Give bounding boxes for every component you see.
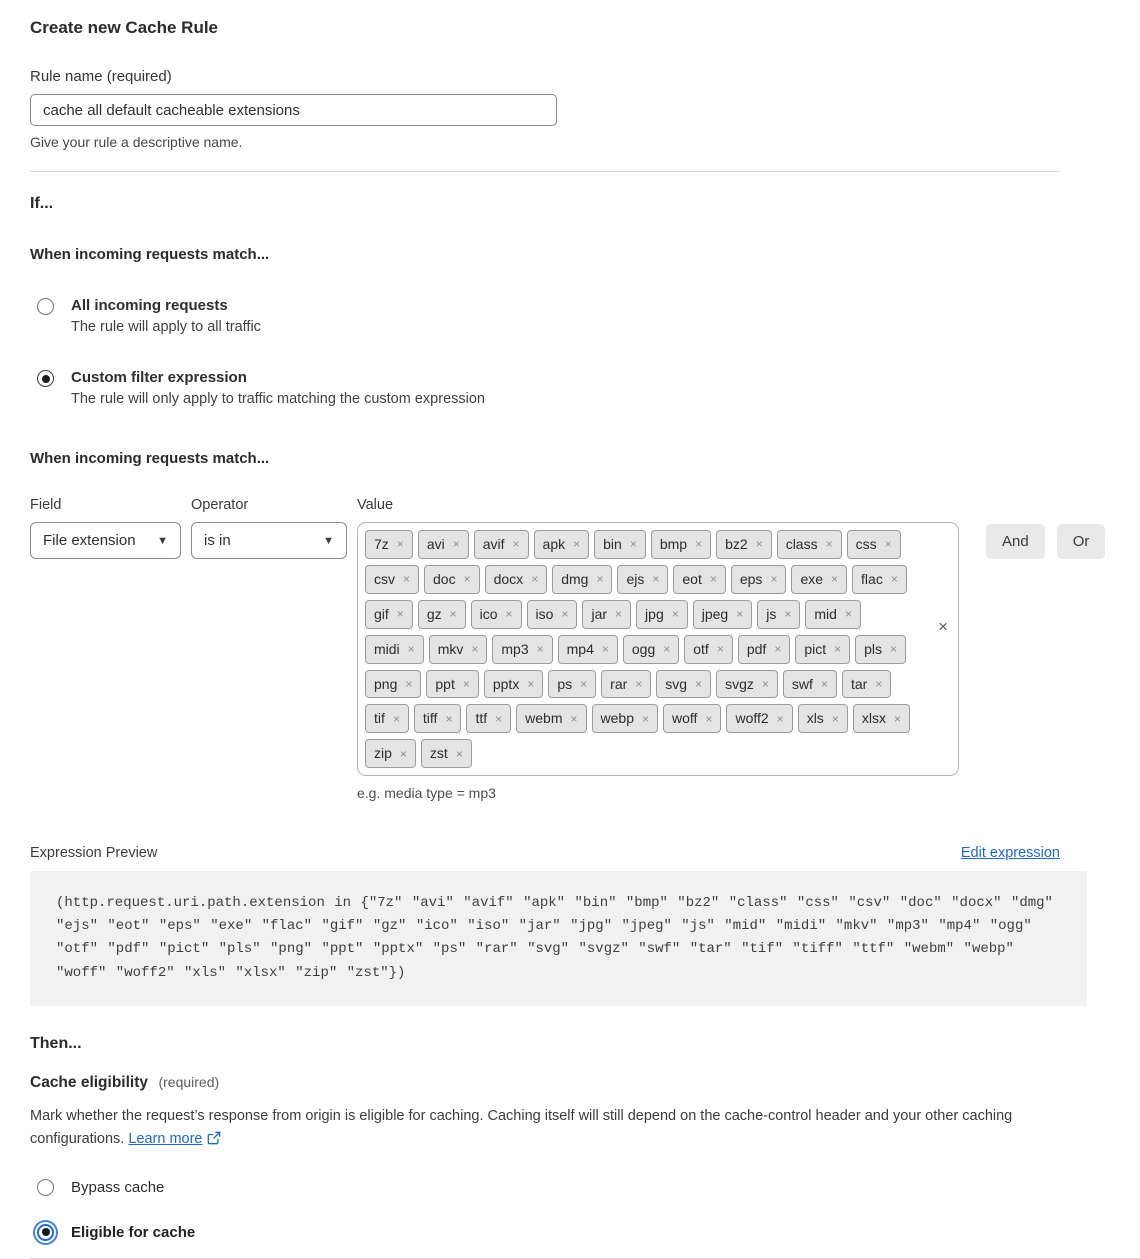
- match-heading-1: When incoming requests match...: [30, 246, 270, 263]
- value-tag-text: gif: [374, 605, 389, 622]
- remove-tag-icon[interactable]: ×: [671, 607, 679, 622]
- value-tag: [716, 670, 778, 699]
- remove-tag-icon[interactable]: ×: [820, 676, 828, 691]
- value-tag-text: svg: [665, 675, 688, 692]
- value-tag-text: avif: [482, 536, 505, 552]
- remove-tag-icon[interactable]: ×: [709, 572, 717, 587]
- value-tag-text: eps: [739, 570, 763, 587]
- remove-tag-icon[interactable]: ×: [834, 642, 842, 657]
- value-tag-text: ejs: [626, 570, 645, 587]
- remove-tag-icon[interactable]: ×: [844, 607, 852, 622]
- remove-tag-icon[interactable]: ×: [463, 572, 471, 587]
- rule-name-helper: Give your rule a descriptive name.: [30, 134, 243, 150]
- remove-tag-icon[interactable]: ×: [495, 711, 503, 726]
- value-tag: [663, 704, 721, 733]
- remove-tag-icon[interactable]: ×: [635, 676, 643, 691]
- remove-tag-icon[interactable]: ×: [831, 572, 839, 587]
- remove-tag-icon[interactable]: ×: [531, 572, 539, 587]
- value-tag-text: css: [855, 536, 877, 552]
- remove-tag-icon[interactable]: ×: [755, 537, 763, 552]
- value-tag-text: js: [766, 605, 777, 622]
- value-tag-text: tar: [850, 675, 868, 692]
- remove-tag-icon[interactable]: ×: [890, 572, 898, 587]
- value-tag-text: class: [785, 536, 818, 552]
- value-tag: [365, 670, 421, 699]
- match-heading-2: When incoming requests match...: [30, 450, 270, 467]
- value-tag: [548, 670, 596, 699]
- value-tag-text: docx: [493, 570, 524, 587]
- value-tag: [693, 600, 752, 629]
- value-tag-text: apk: [542, 536, 566, 552]
- remove-tag-icon[interactable]: ×: [392, 711, 400, 726]
- value-tag: [673, 565, 725, 594]
- value-tag: [805, 600, 861, 629]
- remove-tag-icon[interactable]: ×: [695, 676, 703, 691]
- remove-tag-icon[interactable]: ×: [774, 642, 782, 657]
- value-tag-text: mp4: [566, 640, 594, 657]
- value-tag-text: exe: [800, 570, 824, 587]
- value-tag-text: ogg: [631, 640, 656, 657]
- value-tag-text: mkv: [437, 640, 464, 657]
- value-tag: [582, 600, 631, 629]
- value-tag-text: jar: [591, 605, 608, 622]
- value-tag: [365, 600, 413, 629]
- value-tag-text: gz: [426, 605, 442, 622]
- value-tag: [855, 635, 906, 664]
- value-tag: [636, 600, 688, 629]
- radio-description: The rule will apply to all traffic: [71, 319, 261, 335]
- value-tag-text: pdf: [746, 640, 767, 657]
- external-link-icon: [207, 1131, 221, 1145]
- value-label: Value: [357, 497, 394, 513]
- section-divider: [30, 171, 1060, 172]
- radio-option-eligible-for-cache[interactable]: [30, 1224, 1060, 1241]
- radio-label: Eligible for cache: [71, 1223, 196, 1241]
- remove-tag-icon[interactable]: ×: [452, 537, 460, 552]
- remove-tag-icon[interactable]: ×: [884, 537, 892, 552]
- or-button[interactable]: Or: [1057, 524, 1106, 559]
- value-tag-text: mid: [814, 605, 837, 622]
- value-tag-text: midi: [374, 640, 400, 657]
- radio-option-all-incoming-requests[interactable]: [30, 297, 1060, 335]
- value-tag: [365, 739, 416, 768]
- page-title: Create new Cache Rule: [30, 18, 219, 37]
- remove-tag-icon[interactable]: ×: [455, 746, 463, 761]
- value-tag: [716, 530, 772, 559]
- value-tag-text: webm: [525, 710, 563, 727]
- remove-tag-icon[interactable]: ×: [831, 711, 839, 726]
- value-tag-text: pict: [804, 640, 827, 657]
- value-tag-text: doc: [433, 570, 456, 587]
- value-tag-text: ppt: [435, 675, 455, 692]
- clear-all-values-icon[interactable]: ×: [938, 617, 948, 636]
- remove-tag-icon[interactable]: ×: [761, 676, 769, 691]
- value-tag: [534, 530, 590, 559]
- operator-label: Operator: [191, 497, 249, 513]
- value-tag-text: swf: [791, 675, 813, 692]
- value-tag: [842, 670, 891, 699]
- if-heading: If...: [30, 195, 54, 212]
- expression-preview-code: (http.request.uri.path.extension in {"7z" "avi" "avif" "apk" "bin" "bmp" "bz2" "class" "css" "csv" "doc" "docx" "dmg" "ejs" "eot" "eps" "exe" "flac" "gif" "gz" "ico" "iso" "jar" "jpg" "jpeg" "js" "mid" "midi" "mkv" "mp3" "mp4" "ogg" "otf" "pdf" "pict" "pls" "png" "ppt" "pptx" "ps" "rar" "svg" "svgz" "swf" "tar" "tif" "tiff" "ttf" "webm" "webp" "woff" "woff2" "xls" "xlsx" "zip" "zst"}): [30, 871, 1087, 1005]
- remove-tag-icon[interactable]: ×: [403, 572, 411, 587]
- learn-more-link[interactable]: Learn more: [128, 1130, 203, 1147]
- value-tag-text: xls: [806, 710, 824, 727]
- value-tag: [558, 635, 618, 664]
- value-tag: [783, 670, 837, 699]
- remove-tag-icon[interactable]: ×: [405, 676, 413, 691]
- value-tag: [365, 530, 413, 559]
- radio-option-custom-filter-expression[interactable]: [30, 369, 1060, 407]
- required-note: (required): [158, 1073, 220, 1090]
- radio-label: Bypass cache: [71, 1178, 165, 1196]
- value-tag: [777, 530, 842, 559]
- value-tag: [474, 530, 529, 559]
- value-tag-text: bmp: [659, 536, 688, 552]
- value-tag: [592, 704, 658, 733]
- field-select-value: File extension: [43, 532, 136, 549]
- remove-tag-icon[interactable]: ×: [471, 642, 479, 657]
- value-tag-text: rar: [610, 675, 628, 692]
- value-tag-text: bin: [603, 536, 622, 552]
- value-tag: [601, 670, 651, 699]
- radio-label: Custom filter expression: [71, 369, 247, 386]
- radio-description: The rule will only apply to traffic matching the custom expression: [71, 391, 485, 407]
- remove-tag-icon[interactable]: ×: [641, 711, 649, 726]
- and-button[interactable]: And: [986, 524, 1045, 559]
- value-tag: [731, 565, 787, 594]
- value-tag: [798, 704, 848, 733]
- cache-eligibility-label: Cache eligibility: [30, 1073, 149, 1091]
- value-tag: [426, 670, 478, 699]
- value-tag-text: png: [374, 675, 398, 692]
- remove-tag-icon[interactable]: ×: [652, 572, 660, 587]
- value-tag: [516, 704, 586, 733]
- value-tag: [726, 704, 792, 733]
- remove-tag-icon[interactable]: ×: [784, 607, 792, 622]
- value-tag: [492, 635, 552, 664]
- value-tag: [738, 635, 790, 664]
- remove-tag-icon[interactable]: ×: [629, 537, 637, 552]
- value-tag-text: otf: [693, 640, 709, 657]
- value-tag-text: webp: [600, 710, 634, 727]
- value-tag-text: eot: [682, 570, 702, 587]
- value-tag-text: 7z: [374, 536, 389, 552]
- operator-select-value: is in: [204, 532, 231, 549]
- value-tag-text: jpeg: [701, 605, 729, 622]
- value-tag: [414, 704, 462, 733]
- remove-tag-icon[interactable]: ×: [462, 676, 470, 691]
- value-tag: [365, 565, 419, 594]
- remove-tag-icon[interactable]: ×: [527, 676, 535, 691]
- value-tag: [418, 600, 466, 629]
- value-tag-text: dmg: [561, 570, 589, 587]
- remove-tag-icon[interactable]: ×: [663, 642, 671, 657]
- remove-tag-icon[interactable]: ×: [705, 711, 713, 726]
- value-tag: [791, 565, 847, 594]
- chevron-down-icon: ▼: [157, 534, 168, 547]
- value-tag: [484, 670, 543, 699]
- value-tag: [757, 600, 800, 629]
- value-tag-text: pptx: [492, 675, 520, 692]
- remove-tag-icon[interactable]: ×: [505, 607, 513, 622]
- remove-tag-icon[interactable]: ×: [449, 607, 457, 622]
- value-tag: [418, 530, 469, 559]
- expression-builder-row: [30, 497, 1090, 802]
- value-tag-text: tiff: [422, 710, 438, 727]
- remove-tag-icon[interactable]: ×: [615, 607, 623, 622]
- remove-tag-icon[interactable]: ×: [536, 642, 544, 657]
- value-tag: [623, 635, 679, 664]
- value-tag-text: woff: [672, 710, 698, 727]
- expression-preview-label: Expression Preview: [30, 845, 158, 862]
- value-tag: [365, 635, 424, 664]
- remove-tag-icon[interactable]: ×: [770, 572, 778, 587]
- edit-expression-link[interactable]: Edit expression: [960, 845, 1060, 862]
- remove-tag-icon[interactable]: ×: [399, 746, 407, 761]
- value-tag-list: [365, 530, 922, 768]
- field-label: Field: [30, 497, 62, 513]
- value-tag: [466, 704, 511, 733]
- remove-tag-icon[interactable]: ×: [407, 642, 415, 657]
- remove-tag-icon[interactable]: ×: [396, 537, 404, 552]
- radio-unselected-icon[interactable]: [37, 1179, 54, 1196]
- radio-unselected-icon[interactable]: [37, 298, 54, 315]
- value-tag-text: ico: [479, 605, 498, 622]
- value-tag: [795, 635, 850, 664]
- value-tag-text: svgz: [725, 675, 754, 692]
- remove-tag-icon[interactable]: ×: [445, 711, 453, 726]
- operator-select[interactable]: [191, 522, 347, 559]
- value-tag-text: pls: [864, 640, 883, 657]
- value-tag: [421, 739, 472, 768]
- value-tag: [594, 530, 646, 559]
- value-tag: [424, 565, 480, 594]
- remove-tag-icon[interactable]: ×: [736, 607, 744, 622]
- value-tag-text: ttf: [475, 710, 488, 727]
- chevron-down-icon: ▼: [323, 534, 334, 547]
- value-tag-text: iso: [535, 605, 554, 622]
- rule-name-input[interactable]: [30, 94, 557, 126]
- cache-eligibility-description: Mark whether the request’s response from origin is eligible for caching. Caching itself will still depend on the cache-control header and your other caching configurations. Learn more: [30, 1107, 1013, 1147]
- value-tag: [429, 635, 488, 664]
- value-tag: [617, 565, 668, 594]
- value-tag: [365, 704, 409, 733]
- value-tag-text: zst: [429, 745, 448, 762]
- value-tag-text: jpg: [645, 605, 664, 622]
- value-tag-text: xlsx: [861, 710, 886, 727]
- remove-tag-icon[interactable]: ×: [580, 676, 588, 691]
- remove-tag-icon[interactable]: ×: [890, 642, 898, 657]
- rule-name-label: Rule name (required): [30, 68, 172, 85]
- then-heading: Then...: [30, 1034, 82, 1052]
- value-hint: e.g. media type = mp3: [357, 785, 496, 802]
- value-tag: [684, 635, 733, 664]
- remove-tag-icon[interactable]: ×: [695, 537, 703, 552]
- remove-tag-icon[interactable]: ×: [512, 537, 520, 552]
- value-tag-text: flac: [861, 570, 883, 587]
- value-tag: [485, 565, 548, 594]
- value-tag: [552, 565, 612, 594]
- value-tag: [852, 565, 907, 594]
- remove-tag-icon[interactable]: ×: [875, 676, 883, 691]
- value-tag: [527, 600, 578, 629]
- remove-tag-icon[interactable]: ×: [573, 537, 581, 552]
- value-tag: [656, 670, 711, 699]
- value-tag-text: csv: [374, 570, 395, 587]
- remove-tag-icon[interactable]: ×: [596, 572, 604, 587]
- value-tag: [847, 530, 901, 559]
- radio-selected-icon[interactable]: [37, 370, 54, 387]
- value-tag-text: mp3: [501, 640, 529, 657]
- value-tag-text: bz2: [725, 536, 748, 552]
- radio-option-bypass-cache[interactable]: [30, 1179, 1060, 1196]
- remove-tag-icon[interactable]: ×: [570, 711, 578, 726]
- value-tag: [651, 530, 711, 559]
- value-tag-text: woff2: [735, 710, 769, 727]
- remove-tag-icon[interactable]: ×: [825, 537, 833, 552]
- value-tag-text: avi: [426, 536, 445, 552]
- value-tag-text: tif: [374, 710, 385, 727]
- radio-label: All incoming requests: [71, 297, 228, 314]
- field-select[interactable]: [30, 522, 181, 559]
- remove-tag-icon[interactable]: ×: [561, 607, 569, 622]
- remove-tag-icon[interactable]: ×: [601, 642, 609, 657]
- value-multiselect[interactable]: [357, 522, 959, 776]
- value-tag-text: zip: [374, 745, 392, 762]
- radio-selected-focused-icon[interactable]: [37, 1224, 54, 1241]
- value-tag: [853, 704, 910, 733]
- remove-tag-icon[interactable]: ×: [893, 711, 901, 726]
- value-tag: [471, 600, 522, 629]
- value-tag-text: ps: [557, 675, 573, 692]
- remove-tag-icon[interactable]: ×: [396, 607, 404, 622]
- remove-tag-icon[interactable]: ×: [716, 642, 724, 657]
- remove-tag-icon[interactable]: ×: [776, 711, 784, 726]
